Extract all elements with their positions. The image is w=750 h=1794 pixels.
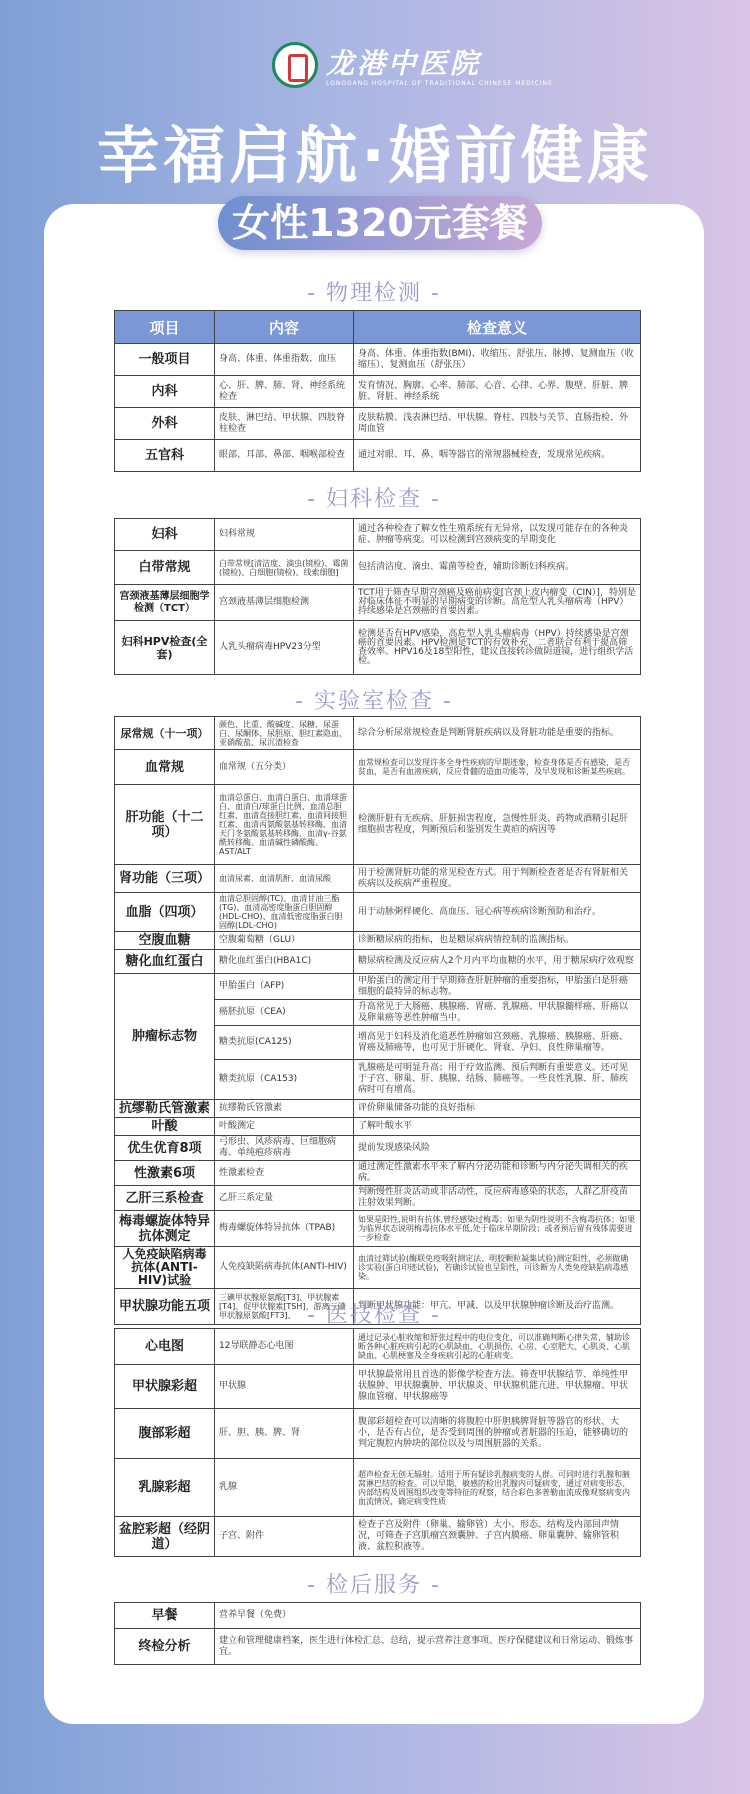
row-name: 叶酸 <box>115 1118 215 1136</box>
header-content: 内容 <box>215 311 354 344</box>
table-row <box>115 1603 641 1629</box>
section-title-physical: - 物理检测 - <box>307 281 441 306</box>
table-row <box>115 785 641 865</box>
row-meaning: 诊断糖尿病的指标，也是糖尿病病情控制的监测指标。 <box>354 932 641 950</box>
row-meaning: 增高见于妇科及消化道恶性肿瘤如宫颈癌、乳腺癌、胰腺癌、肝癌、胃癌及肺癌等，也可见于肝硬化、肾衰、孕妇、良性卵巢瘤等。 <box>354 1026 641 1060</box>
row-content: 血清尿素、血清肌酐、血清尿酸 <box>215 865 354 893</box>
table-row <box>115 950 641 974</box>
table-row <box>115 621 641 675</box>
row-name: 肾功能（三项） <box>115 865 215 893</box>
row-content: 12导联静态心电图 <box>215 1329 354 1365</box>
row-name: 妇科HPV检查(全套) <box>115 621 215 675</box>
table-row <box>115 1459 641 1517</box>
row-content: 血清总蛋白、血清白蛋白、血清球蛋白、血清白/球蛋白比例、血清总胆红素、血清直接胆红素、血清间接胆红素、血清丙氨酸氨基转移酶、血清天门冬氨酸氨基转移酶、血清γ-谷氨酰转移酶、血清碱性磷酸酶、AST/ALT <box>215 785 354 865</box>
table-row <box>115 1161 641 1186</box>
row-content: 子宫、附件 <box>215 1517 354 1557</box>
row-content: 眼部、耳部、鼻部、咽喉部检查 <box>215 440 354 472</box>
row-content: 性激素检查 <box>215 1161 354 1186</box>
row-meaning: 通过对眼、耳、鼻、咽等器官的常规器械检查，发现常见疾病。 <box>354 440 641 472</box>
row-name: 乙肝三系检查 <box>115 1186 215 1211</box>
row-content: 糖类抗原(CA125) <box>215 1026 354 1060</box>
hospital-subtitle: LONGGANG HOSPITAL OF TRADITIONAL CHINESE MEDICINE <box>326 80 553 87</box>
table-row <box>115 717 641 750</box>
row-meaning: 通过各种检查了解女性生殖系统有无异常，以发现可能存在的各种炎症、肿瘤等病变。可以检测到宫颈病变的早期变化 <box>354 519 641 551</box>
row-content: 梅毒螺旋体特异抗体（TPAB) <box>215 1211 354 1247</box>
row-meaning: 检测是否有HPV感染，高危型人乳头瘤病毒（HPV）持续感染是宫颈癌的首要因素。HPV检测是TCT的有效补充，二者联合有利于提高筛查效率。HPV16及18型阳性，建议直接转诊做阴道镜，进行组织学活检。 <box>354 621 641 675</box>
row-name: 血常规 <box>115 750 215 785</box>
row-name: 甲状腺功能五项 <box>115 1289 215 1325</box>
row-name: 一般项目 <box>115 344 215 376</box>
row-content: 抗缪勒氏管激素 <box>215 1100 354 1118</box>
row-meaning: 包括清洁度、滴虫、霉菌等检查，辅助诊断妇科疾病。 <box>354 551 641 585</box>
table-row <box>115 1100 641 1118</box>
table-row <box>115 1365 641 1409</box>
row-content: 弓形虫、风疹病毒、巨细胞病毒、单纯疱疹病毒 <box>215 1136 354 1161</box>
row-content: 人免疫缺陷病毒抗体(ANTI-HIV) <box>215 1247 354 1289</box>
section-title-gyn: - 妇科检查 - <box>307 487 441 512</box>
row-meaning: 判断甲状腺功能：甲亢、甲减、以及甲状腺肿瘤诊断及治疗监测。 <box>354 1289 641 1325</box>
row-name: 尿常规（十一项） <box>115 717 215 750</box>
row-name: 抗缪勒氏管激素 <box>115 1100 215 1118</box>
row-name: 性激素6项 <box>115 1161 215 1186</box>
row-name: 内科 <box>115 376 215 408</box>
row-name: 心电图 <box>115 1329 215 1365</box>
tech-table <box>114 1328 641 1557</box>
row-meaning: 通过记录心脏收缩和舒张过程中的电位变化，可以准确判断心律失常，辅助诊断各种心脏疾病引起的心肌缺血、心肌损伤、心房、心室肥大、心肌炎、心肌缺血、心肌梗塞及全身疾病引起的心脏病变。 <box>354 1329 641 1365</box>
row-meaning: 皮肤粘膜、浅表淋巴结、甲状腺、脊柱、四肢与关节、直肠指检、外周血管 <box>354 408 641 440</box>
row-meaning: 超声检查无创无辐射。适用于所有疑诊乳腺病变的人群。可同时进行乳腺和腋窝淋巴结的检查。可以早期、敏感的检出乳腺内可疑病变，通过对病变形态、内部结构及周围组织改变等特征的观察，结合彩色多普勒血流成像观察病变内血流情况，确定病变性质 <box>354 1459 641 1517</box>
row-meaning: TCT用于筛查早期宫颈癌及癌前病变[宫颈上皮内瘤变（CIN）]，特别是对临床体征不明显的早期病变的诊断。高危型人乳头瘤病毒（HPV）持续感染是宫颈癌的首要因素。 <box>354 585 641 621</box>
row-meaning: 检查子宫及附件（卵巢、输卵管）大小、形态、结构及内部回声情况，可筛查子宫肌瘤宫颈囊肿、子宫内膜癌、卵巢囊肿、输卵管积液、盆腔积液等。 <box>354 1517 641 1557</box>
row-meaning: 判断慢性肝炎活动或非活动性，反应病毒感染的状态，人群乙肝疫苗注射效果判断。 <box>354 1186 641 1211</box>
section-title-tech: - 医技检查 - <box>307 1303 441 1328</box>
row-content: 乳腺 <box>215 1459 354 1517</box>
row-meaning: 用于动脉粥样硬化、高血压、冠心病等疾病诊断预防和治疗。 <box>354 893 641 932</box>
row-content: 肝、胆、胰、脾、肾 <box>215 1409 354 1459</box>
row-content: 甲胎蛋白（AFP) <box>215 974 354 1000</box>
row-content: 心、肝、脾、肺、肾、神经系统检查 <box>215 376 354 408</box>
row-meaning: 了解叶酸水平 <box>354 1118 641 1136</box>
row-meaning: 发育情况、胸廓、心率、肺部、心音、心律、心界、腹壁、肝脏、脾脏、肾脏、神经系统 <box>354 376 641 408</box>
row-name: 早餐 <box>115 1603 215 1629</box>
row-content: 身高、体重、体重指数、血压 <box>215 344 354 376</box>
row-content: 糖化血红蛋白(HBA1C) <box>215 950 354 974</box>
physical-table <box>114 310 641 472</box>
row-meaning: 升高常见于大肠癌、胰腺癌、胃癌、乳腺癌、甲状腺髓样癌、肝癌以及卵巢癌等恶性肿瘤当中。 <box>354 1000 641 1026</box>
row-name: 五官科 <box>115 440 215 472</box>
after-table <box>114 1602 641 1665</box>
table-row <box>115 1329 641 1365</box>
row-content: 人乳头瘤病毒HPV23分型 <box>215 621 354 675</box>
row-content: 甲状腺 <box>215 1365 354 1409</box>
row-content: 糖类抗原（CA153) <box>215 1060 354 1100</box>
row-name: 腹部彩超 <box>115 1409 215 1459</box>
row-content: 血清总胆固醇(TC)、血清甘油三酯(TG)、血清高密度脂蛋白胆固醇(HDL-CHO)、血清低密度脂蛋白胆固醇(LDL-CHO) <box>215 893 354 932</box>
row-meaning: 甲状腺最常用且首选的影像学检查方法。筛查甲状腺结节、单纯性甲状腺肿、甲状腺囊肿、甲状腺炎、甲状腺机能亢进、甲状腺瘤、甲状腺血管瘤、甲状腺癌等 <box>354 1365 641 1409</box>
row-name: 外科 <box>115 408 215 440</box>
header-item: 项目 <box>115 311 215 344</box>
table-header-row <box>115 311 641 344</box>
table-row <box>115 519 641 551</box>
row-meaning: 血清过筛试验(酶联免疫吸附测定法、明胶颗粒凝集试验)测定阳性，必须做确诊实验(蛋白印迹试验)，若确诊试验也呈阳性，可诊断为人类免疫缺陷病毒感染。 <box>354 1247 641 1289</box>
headline: 幸福启航·婚前健康 <box>97 119 653 192</box>
table-row <box>115 1409 641 1459</box>
row-name: 空腹血糖 <box>115 932 215 950</box>
row-name: 乳腺彩超 <box>115 1459 215 1517</box>
row-meaning: 身高、体重、体重指数(BMI)、收缩压、舒张压、脉搏、复测血压（收缩压）、复测血压（舒张压） <box>354 344 641 376</box>
row-content: 营养早餐（免费） <box>215 1603 641 1629</box>
table-row <box>115 1211 641 1247</box>
row-name: 血脂（四项） <box>115 893 215 932</box>
row-name: 梅毒螺旋体特异抗体测定 <box>115 1211 215 1247</box>
row-content: 颜色、比重、酸碱度、尿糖、尿蛋白、尿酮体、尿胆原、胆红素隐血、亚硝酸盐、尿沉渣检查 <box>215 717 354 750</box>
row-name: 宫颈液基薄层细胞学检测（TCT） <box>115 585 215 621</box>
table-row <box>115 344 641 376</box>
row-meaning: 甲胎蛋白的测定用于早期筛查肝脏肿瘤的重要指标，甲胎蛋白是肝癌细胞的最特异的标志物。 <box>354 974 641 1000</box>
row-content: 建立和管理健康档案，医生进行体检汇总、总结，提示营养注意事项、医疗保健建议和日常运动、锻炼事宜。 <box>215 1629 641 1665</box>
row-content: 妇科常规 <box>215 519 354 551</box>
gyn-table <box>114 518 641 675</box>
row-name: 人免疫缺陷病毒抗体(ANTI-HIV)试验 <box>115 1247 215 1289</box>
row-content: 三碘甲状腺原氨酸[T3]、甲状腺素[T4]、促甲状腺素[TSH]、游离三碘甲状腺原氨酸[FT3]、 <box>215 1289 354 1325</box>
header-meaning: 检查意义 <box>354 311 641 344</box>
row-meaning: 提前发现感染风险 <box>354 1136 641 1161</box>
hospital-logo <box>0 36 750 96</box>
row-content: 宫颈液基薄层细胞检测 <box>215 585 354 621</box>
row-content: 白带常规[清洁度、滴虫(镜检)、霉菌(镜检)、白细胞(镜检)、线索细胞] <box>215 551 354 585</box>
row-name: 肝功能（十二项） <box>115 785 215 865</box>
hospital-emblem-icon <box>272 42 318 88</box>
package-title: 女性1320元套餐 <box>218 196 542 250</box>
table-row <box>115 893 641 932</box>
row-name: 糖化血红蛋白 <box>115 950 215 974</box>
table-row <box>115 1517 641 1557</box>
table-row <box>115 974 641 1000</box>
row-content: 乙肝三系定量 <box>215 1186 354 1211</box>
table-row <box>115 551 641 585</box>
row-meaning: 用于检测肾脏功能的常见检查方式。用于判断检查者是否有肾脏相关疾病以及疾病严重程度。 <box>354 865 641 893</box>
row-content: 叶酸测定 <box>215 1118 354 1136</box>
table-row <box>115 440 641 472</box>
table-row <box>115 1247 641 1289</box>
row-meaning: 综合分析尿常规检查是判断肾脏疾病以及肾脏功能是重要的指标。 <box>354 717 641 750</box>
row-meaning: 通过测定性激素水平来了解内分泌功能和诊断与内分泌失调相关的疾病。 <box>354 1161 641 1186</box>
row-meaning: 检测肝脏有无疾病、肝脏损害程度，急慢性肝炎、药物或酒精引起肝细胞损害程度，判断预后和鉴别发生黄疸的病因等 <box>354 785 641 865</box>
table-row <box>115 1629 641 1665</box>
table-row <box>115 865 641 893</box>
table-row <box>115 376 641 408</box>
table-row <box>115 408 641 440</box>
row-meaning: 评价卵巢储备功能的良好指标 <box>354 1100 641 1118</box>
row-name: 肿瘤标志物 <box>115 974 215 1100</box>
row-name: 甲状腺彩超 <box>115 1365 215 1409</box>
table-row <box>115 585 641 621</box>
row-content: 空腹葡萄糖（GLU） <box>215 932 354 950</box>
row-content: 癌胚抗原（CEA) <box>215 1000 354 1026</box>
row-name: 盆腔彩超（经阴道） <box>115 1517 215 1557</box>
table-row <box>115 1186 641 1211</box>
row-name: 妇科 <box>115 519 215 551</box>
row-meaning: 腹部彩超检查可以清晰的将腹腔中肝胆胰脾肾脏等器官的形状、大小，是否有占位，是否受到周围的肿瘤或者脏器的压迫，能够确切的判定腹腔内肿块的部位以及与周围脏器的关系。 <box>354 1409 641 1459</box>
row-meaning: 糖尿病检测及反应病人2个月内平均血糖的水平，用于糖尿病疗效观察 <box>354 950 641 974</box>
row-name: 白带常规 <box>115 551 215 585</box>
row-meaning: 乳腺癌是可明显升高；用于疗效监测、预后判断有重要意义。还可见于子宫、卵巢、肝、胰腺、结肠、肺癌等。一些良性乳腺、肝、肺疾病时可有增高。 <box>354 1060 641 1100</box>
row-name: 终检分析 <box>115 1629 215 1665</box>
table-row <box>115 1118 641 1136</box>
row-meaning: 血常规检查可以发现许多全身性疾病的早期迹象，检查身体是否有感染，是否贫血，是否有血液疾病，反应骨髓的造血功能等，及早发现和诊断某些疾病。 <box>354 750 641 785</box>
table-row <box>115 1136 641 1161</box>
section-title-lab: - 实验室检查 - <box>295 689 453 714</box>
row-content: 皮肤、淋巴结、甲状腺、四肢脊柱检查 <box>215 408 354 440</box>
section-title-after: - 检后服务 - <box>307 1573 441 1598</box>
row-name: 优生优育8项 <box>115 1136 215 1161</box>
row-meaning: 如果是阳性,说明有抗体,曾经感染过梅毒；如果为阴性说明不含梅毒抗体；如果为临界状态说明梅毒抗体水平低,处于临床早期阶段；或者预后留有残体需要进一步检查 <box>354 1211 641 1247</box>
table-row <box>115 932 641 950</box>
row-content: 血常规（五分类） <box>215 750 354 785</box>
table-row <box>115 750 641 785</box>
lab-table <box>114 716 641 1325</box>
hospital-name: 龙港中医院 <box>326 47 482 80</box>
